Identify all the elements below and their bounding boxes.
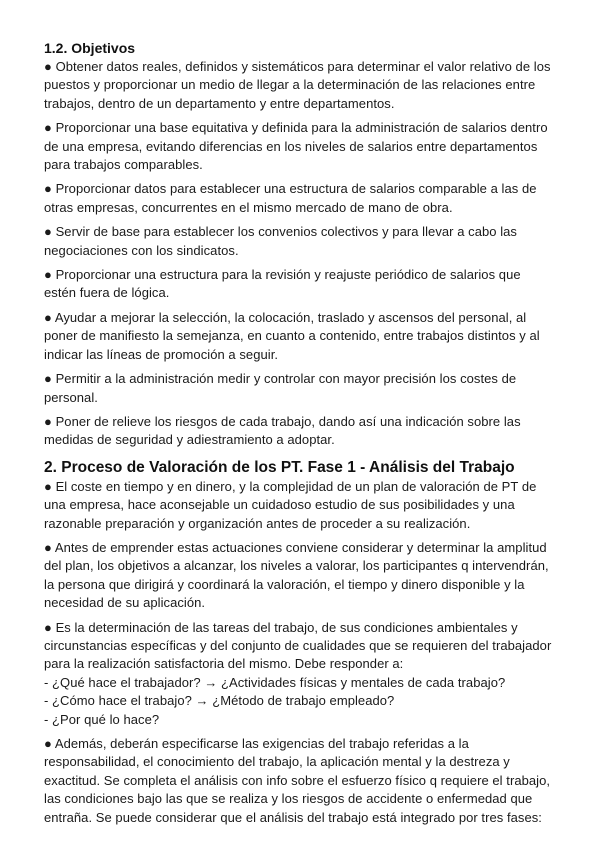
question-line: - ¿Por qué lo hace? bbox=[44, 711, 160, 727]
process-item: ● Antes de emprender estas actuaciones conviene considerar y determinar la amplitud del plan, los objetivos a alcanzar, los niveles a valorar, los participantes q intervendrán, la persona que dirigirá y coordinará la valoración, el tiempo y dinero disponible y la necesidad de su aplicación. bbox=[44, 539, 549, 611]
question-line: - ¿Cómo hace el trabajo? → ¿Método de trabajo empleado? bbox=[44, 693, 395, 709]
analysis-intro: ● Es la determinación de las tareas del trabajo, de sus condiciones ambientales y circunstancias específicas y del conjunto de cualidades que se requieren del trabajador para la realización satisfactoria del mismo. Debe responder a: bbox=[44, 619, 552, 672]
objective-item: ● Servir de base para establecer los convenios colectivos y para llevar a cabo las negociaciones con los sindicatos. bbox=[44, 224, 517, 258]
objective-item: ● Permitir a la administración medir y controlar con mayor precisión los costes de personal. bbox=[44, 371, 517, 405]
analysis-paragraph bbox=[44, 619, 554, 729]
closing-paragraph: ● Además, deberán especificarse las exigencias del trabajo referidas a la responsabilidad, el conocimiento del trabajo, la aplicación mental y la destreza y exactitud. Se completa el análisis con info sobre el esfuerzo físico q requiere el trabajo, las condiciones bajo las que se realiza y los riesgos de accidente o enfermedad que entraña. Se puede considerar que el análisis del trabajo está integrado por tres fases: bbox=[44, 736, 551, 825]
objective-item: ● Poner de relieve los riesgos de cada trabajo, dando así una indicación sobre las medidas de seguridad y adiestramiento a adoptar. bbox=[44, 413, 521, 448]
section-title-proceso: 2. Proceso de Valoración de los PT. Fase 1 - Análisis del Trabajo bbox=[44, 458, 515, 476]
objective-item: ● Ayudar a mejorar la selección, la colocación, traslado y ascensos del personal, al poner de manifiesto la semejanza, en cuanto a contenido, entre trabajos distintos y al indicar las líneas de promoción a seguir. bbox=[44, 309, 540, 362]
question-line: - ¿Qué hace el trabajador? → ¿Actividades físicas y mentales de cada trabajo? bbox=[44, 674, 506, 690]
objective-item: ● Proporcionar datos para establecer una estructura de salarios comparable a las de otras empresas, concurrentes en el mismo mercado de mano de obra. bbox=[44, 181, 537, 215]
section-title-objetivos: 1.2. Objetivos bbox=[44, 40, 136, 56]
process-item: ● El coste en tiempo y en dinero, y la complejidad de un plan de valoración de PT de una empresa, hace aconsejable un cuidadoso estudio de sus posibilidades y una razonable preparación y organización antes de proceder a su realización. bbox=[44, 478, 537, 531]
objective-item: ● Obtener datos reales, definidos y sistemáticos para determinar el valor relativo de los puestos y proporcionar un medio de llegar a la determinación de las relaciones entre trabajos, dentro de un departamento y entre departamentos. bbox=[44, 59, 551, 111]
objective-item: ● Proporcionar una estructura para la revisión y reajuste periódico de salarios que estén fuera de lógica. bbox=[44, 267, 521, 301]
objective-item: ● Proporcionar una base equitativa y definida para la administración de salarios dentro de una empresa, evitando diferencias en los niveles de salarios entre departamentos para trabajos comparables. bbox=[44, 120, 548, 173]
